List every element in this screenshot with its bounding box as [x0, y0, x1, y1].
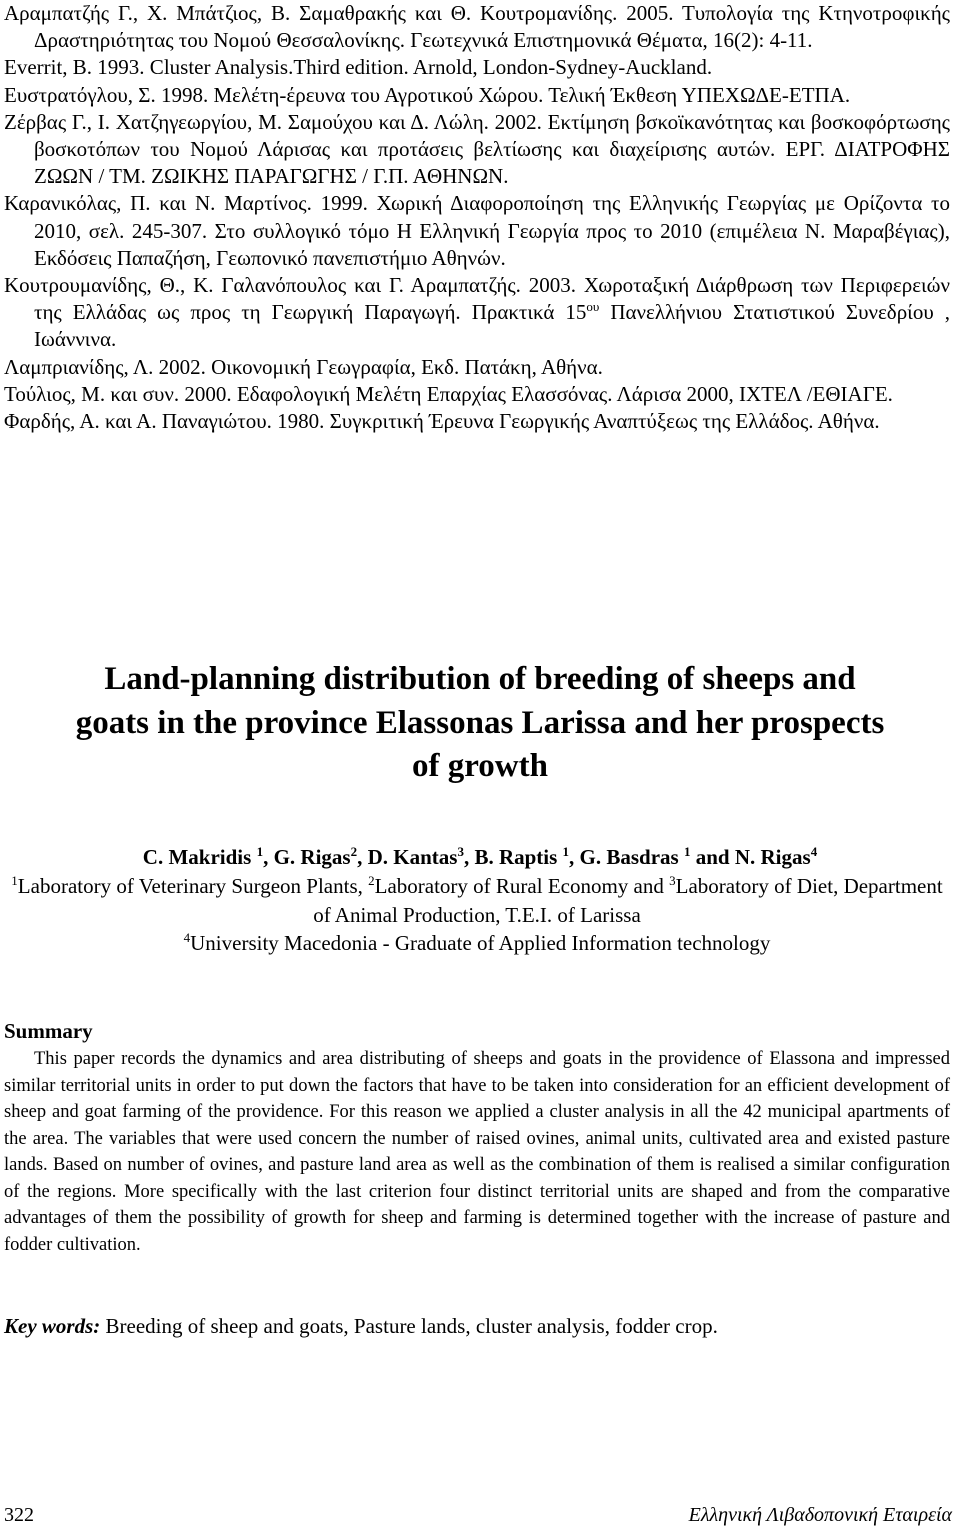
- author-affiliation-mark: 1: [256, 844, 264, 859]
- author-name: N. Rigas: [734, 845, 811, 869]
- author-affiliation-mark: 4: [810, 844, 818, 859]
- keywords-label: Key words:: [4, 1314, 101, 1338]
- keywords-text: Breeding of sheep and goats, Pasture lands, cluster analysis, fodder crop.: [100, 1314, 718, 1338]
- author-affiliation-mark: 1: [683, 844, 691, 859]
- affiliations: [4, 872, 950, 958]
- reference-item: Everrit, B. 1993. Cluster Analysis.Third edition. Arnold, London-Sydney-Auckland.: [4, 55, 713, 80]
- reference-list: [4, 0, 950, 435]
- author-name: D. Kantas: [367, 845, 458, 869]
- author-name: C. Makridis: [142, 845, 257, 869]
- reference-item: Αραμπατζής Γ., Χ. Μπάτζιος, Β. Σαμαθρακής και Θ. Κουτρομανίδης. 2005. Τυπολογία της Κτηνοτροφικής Δραστηριότητας του Νομού Θεσσαλονίκης. Γεωτεχνικά Επιστημονικά Θέματα, 16(2): 4-11.: [4, 1, 950, 53]
- author-list: C. Makridis $^1$, G. Rigas$^2$, D. Kantas$^3$, B. Raptis $^1$, G. Basdras $^1$ and N. Rigas$^4$: [142, 844, 818, 869]
- author-affiliation-mark: 3: [457, 844, 464, 859]
- page-number: 322: [4, 1504, 34, 1526]
- summary-heading: Summary: [4, 1019, 93, 1043]
- reference-item: Καρανικόλας, Π. και Ν. Μαρτίνος. 1999. Χωρική Διαφοροποίηση της Ελληνικής Γεωργίας με Ορίζοντα το 2010, σελ. 245-307. Στο συλλογικό τόμο Η Ελληνική Γεωργία προς το 2010 (επιμέλεια Ν. Μαραβέγιας), Εκδόσεις Παπαζήση, Γεωπονικό πανεπιστήμιο Αθηνών.: [4, 191, 950, 270]
- affiliation-line: $^1$Laboratory of Veterinary Surgeon Plants, $^2$Laboratory of Rural Economy and $^3$Laboratory of Diet, Department of Animal Production, T.E.I. of Larissa: [11, 873, 943, 927]
- title-line: goats in the province Elassonas Larissa and her prospects: [75, 704, 885, 741]
- author-name: B. Raptis: [474, 845, 563, 869]
- author-name: G. Rigas: [273, 845, 351, 869]
- journal-name: Ελληνική Λιβαδοπονική Εταιρεία: [688, 1504, 952, 1526]
- reference-item: Ζέρβας Γ., Ι. Χατζηγεωργίου, Μ. Σαμούχου και Δ. Λώλη. 2002. Εκτίμηση βσκοϊκανότητας και βοσκοφόρτωσης βοσκοτόπων του Νομού Λάρισας και προτάσεις βελτίωσης και διαχείρισης αυτών. ΕΡΓ. ΔΙΑΤΡΟΦΗΣ ΖΩΩΝ / ΤΜ. ΖΩΙΚΗΣ ΠΑΡΑΓΩΓΗΣ / Γ.Π. ΑΘΗΝΩΝ.: [4, 109, 950, 189]
- reference-item: Λαμπριανίδης, Λ. 2002. Οικονομική Γεωγραφία, Εκδ. Πατάκη, Αθήνα.: [4, 354, 603, 379]
- author-affiliation-mark: 1: [562, 844, 570, 859]
- author-name: G. Basdras: [579, 845, 684, 869]
- reference-item: Τούλιος, Μ. και συν. 2000. Εδαφολογική Μελέτη Επαρχίας Ελασσόνας. Λάρισα 2000, ΙΧΤΕΛ /ΕΘΙΑΓΕ.: [4, 381, 893, 406]
- affiliation-line: $^4$University Macedonia - Graduate of Applied Information technology: [183, 930, 771, 955]
- summary-text: This paper records the dynamics and area distributing of sheeps and goats in the providence of Elassona and impressed similar territorial units in order to put down the factors that have to be taken into consideration for an efficient development of sheep and goat farming of the providence. For this reason we applied a cluster analysis in all the 42 municipal apartments of the area. The variables that were used concern the number of raised ovines, animal units, cultivated area and existed pasture lands. Based on number of ovines, and pasture land area as well as the combination of them is realised a similar configuration of the regions. More specifically with the last criterion four distinct territorial units are shaped and from the comparative advantages of them the possibility of growth for sheep and farming is determined together with the increase of pasture and fodder cultivation.: [4, 1049, 950, 1255]
- superscript: ου: [586, 299, 600, 315]
- author-affiliation-mark: 2: [350, 844, 358, 859]
- reference-item: Κουτρουμανίδης, Θ., Κ. Γαλανόπουλος και Γ. Αραμπατζής. 2003. Χωροταξική Διάρθρωση των Περιφερειών της Ελλάδας ως προς τη Γεωργική Παραγωγή. Πρακτικά $15^{o\upsilon}$ Πανελλήνιου Στατιστικού Συνεδρίου , Ιωάννινα.: [4, 273, 950, 352]
- paper-title: [0, 658, 960, 789]
- keywords: [4, 1311, 950, 1341]
- title-line: of growth: [412, 748, 548, 784]
- reference-item: Φαρδής, Α. και Α. Παναγιώτου. 1980. Συγκριτική Έρευνα Γεωργικής Αναπτύξεως της Ελλάδος. Αθήνα.: [4, 409, 880, 434]
- title-line: Land-planning distribution of breeding of sheeps and: [104, 661, 856, 697]
- reference-item: Ευστρατόγλου, Σ. 1998. Μελέτη-έρευνα του Αγροτικού Χώρου. Τελική Έκθεση ΥΠΕΧΩΔΕ-ΕΤΠΑ.: [4, 82, 851, 107]
